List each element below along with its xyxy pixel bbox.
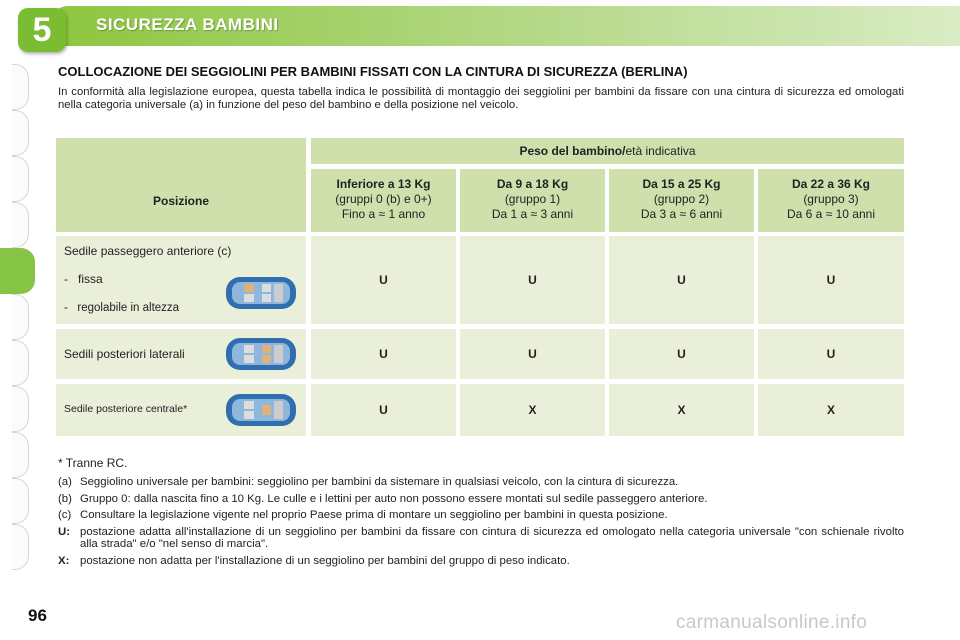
- cell-value: U: [379, 403, 388, 417]
- intro-paragraph: In conformità alla legislazione europea, questa tabella indica le possibilità di montaggio dei seggiolini per bambini da fissare con una cintura di sicurezza ed omologati nella categoria universale (a) in funzione del peso del bambino e della posizione nel veicolo.: [58, 86, 904, 111]
- chapter-title: SICUREZZA BAMBINI: [96, 15, 279, 34]
- side-tab[interactable]: [12, 432, 29, 478]
- table-cell: [609, 236, 754, 324]
- note-text: Gruppo 0: dalla nascita fino a 10 Kg. Le culle e i lettini per auto non possono essere montati sul sedile passeggero anteriore.: [80, 492, 708, 505]
- side-tab[interactable]: [12, 110, 29, 156]
- side-tab[interactable]: [12, 156, 29, 202]
- table-cell: [311, 329, 456, 379]
- note-key: (a): [58, 476, 72, 488]
- column-header: [311, 169, 456, 232]
- note-item: [58, 476, 904, 489]
- weight-header-bold: Peso del bambino/: [519, 144, 626, 158]
- table-cell: [758, 384, 904, 436]
- car-seat-diagram-icon: [222, 273, 300, 313]
- column-header: [758, 169, 904, 232]
- note-key: X:: [58, 554, 70, 567]
- table-row-label-cell: [56, 384, 306, 436]
- column-group: (gruppo 3): [803, 192, 859, 206]
- side-tab-active[interactable]: [0, 248, 35, 294]
- cell-value: X: [826, 403, 835, 417]
- row-sublabel: - fissa: [64, 272, 103, 286]
- side-tab[interactable]: [12, 294, 29, 340]
- column-group: (gruppo 2): [653, 192, 710, 206]
- row-label: Sedile posteriore centrale*: [64, 403, 188, 415]
- chapter-side-tabs: [0, 64, 40, 584]
- footnote: * Tranne RC.: [58, 456, 128, 470]
- note-item: [58, 509, 904, 522]
- side-tab[interactable]: [12, 64, 29, 110]
- table-row-label-cell: [56, 236, 306, 324]
- row-sublabel: - regolabile in altezza: [64, 302, 180, 314]
- column-age: Da 1 a ≈ 3 anni: [491, 207, 574, 221]
- table-cell: [311, 236, 456, 324]
- note-text: Consultare la legislazione vigente nel proprio Paese prima di montare un seggiolino per bambini in questa posizione.: [80, 509, 668, 521]
- table-cell: [609, 329, 754, 379]
- note-key: (b): [58, 492, 72, 505]
- column-age: Da 6 a ≈ 10 anni: [787, 207, 875, 221]
- cell-value: U: [528, 347, 537, 361]
- row-label: Sedili posteriori laterali: [64, 347, 185, 361]
- column-group: (gruppi 0 (b) e 0+): [335, 192, 432, 206]
- page-header: [0, 0, 960, 50]
- table-cell: [758, 236, 904, 324]
- child-seat-table: [56, 138, 904, 438]
- column-title: Da 9 a 18 Kg: [496, 177, 569, 191]
- chapter-number-badge: 5: [18, 8, 66, 52]
- column-header: [460, 169, 605, 232]
- table-cell: [460, 384, 605, 436]
- note-item: [58, 526, 904, 551]
- side-tab[interactable]: [12, 340, 29, 386]
- car-seat-diagram-icon: [222, 390, 300, 430]
- watermark-link[interactable]: carmanualsonline.info: [676, 612, 868, 633]
- cell-value: U: [528, 273, 537, 287]
- note-text: postazione adatta all'installazione di un seggiolino per bambini da fissare con cintura di sicurezza ed omologato nella categoria universale "con schienale rivolto alla strada" e/o "nel senso di marcia".: [80, 525, 904, 550]
- car-seat-diagram-icon: [222, 334, 300, 374]
- column-age: Fino a ≈ 1 anno: [341, 207, 426, 221]
- column-header: [609, 169, 754, 232]
- cell-value: X: [528, 403, 537, 417]
- cell-value: U: [677, 347, 686, 361]
- column-title: Da 22 a 36 Kg: [791, 177, 871, 191]
- cell-value: U: [826, 273, 836, 287]
- cell-value: X: [677, 403, 686, 417]
- column-title: Inferiore a 13 Kg: [336, 177, 431, 191]
- table-cell: [460, 236, 605, 324]
- side-tab[interactable]: [12, 524, 29, 570]
- cell-value: U: [379, 347, 388, 361]
- page-number: 96: [28, 606, 47, 625]
- table-cell: [758, 329, 904, 379]
- note-key: U:: [58, 525, 71, 538]
- notes-list: [58, 476, 904, 571]
- table-cell: [609, 384, 754, 436]
- side-tab[interactable]: [12, 478, 29, 524]
- note-text: postazione non adatta per l'installazione di un seggiolino per bambini del gruppo di peso indicato.: [80, 554, 570, 567]
- weight-header-rest: età indicativa: [625, 144, 696, 158]
- position-header: Posizione: [56, 138, 306, 232]
- side-tab[interactable]: [12, 386, 29, 432]
- table-cell: [311, 384, 456, 436]
- cell-value: U: [379, 273, 388, 287]
- note-key: (c): [58, 509, 72, 521]
- column-age: Da 3 a ≈ 6 anni: [640, 207, 723, 221]
- note-text: Seggiolino universale per bambini: seggiolino per bambini da sistemare in qualsiasi veicolo, con la cintura di sicurezza.: [80, 476, 679, 488]
- table-row-label-cell: [56, 329, 306, 379]
- note-item: [58, 555, 904, 568]
- column-title: Da 15 a 25 Kg: [642, 177, 721, 191]
- cell-value: U: [826, 347, 836, 361]
- cell-value: U: [677, 273, 686, 287]
- column-group: (gruppo 1): [504, 192, 561, 206]
- table-cell: [460, 329, 605, 379]
- side-tab[interactable]: [12, 202, 29, 248]
- note-item: [58, 493, 904, 506]
- weight-header: [311, 138, 904, 164]
- section-title: COLLOCAZIONE DEI SEGGIOLINI PER BAMBINI FISSATI CON LA CINTURA DI SICUREZZA (BERLINA): [58, 64, 688, 79]
- row-label: Sedile passeggero anteriore (c): [64, 244, 232, 258]
